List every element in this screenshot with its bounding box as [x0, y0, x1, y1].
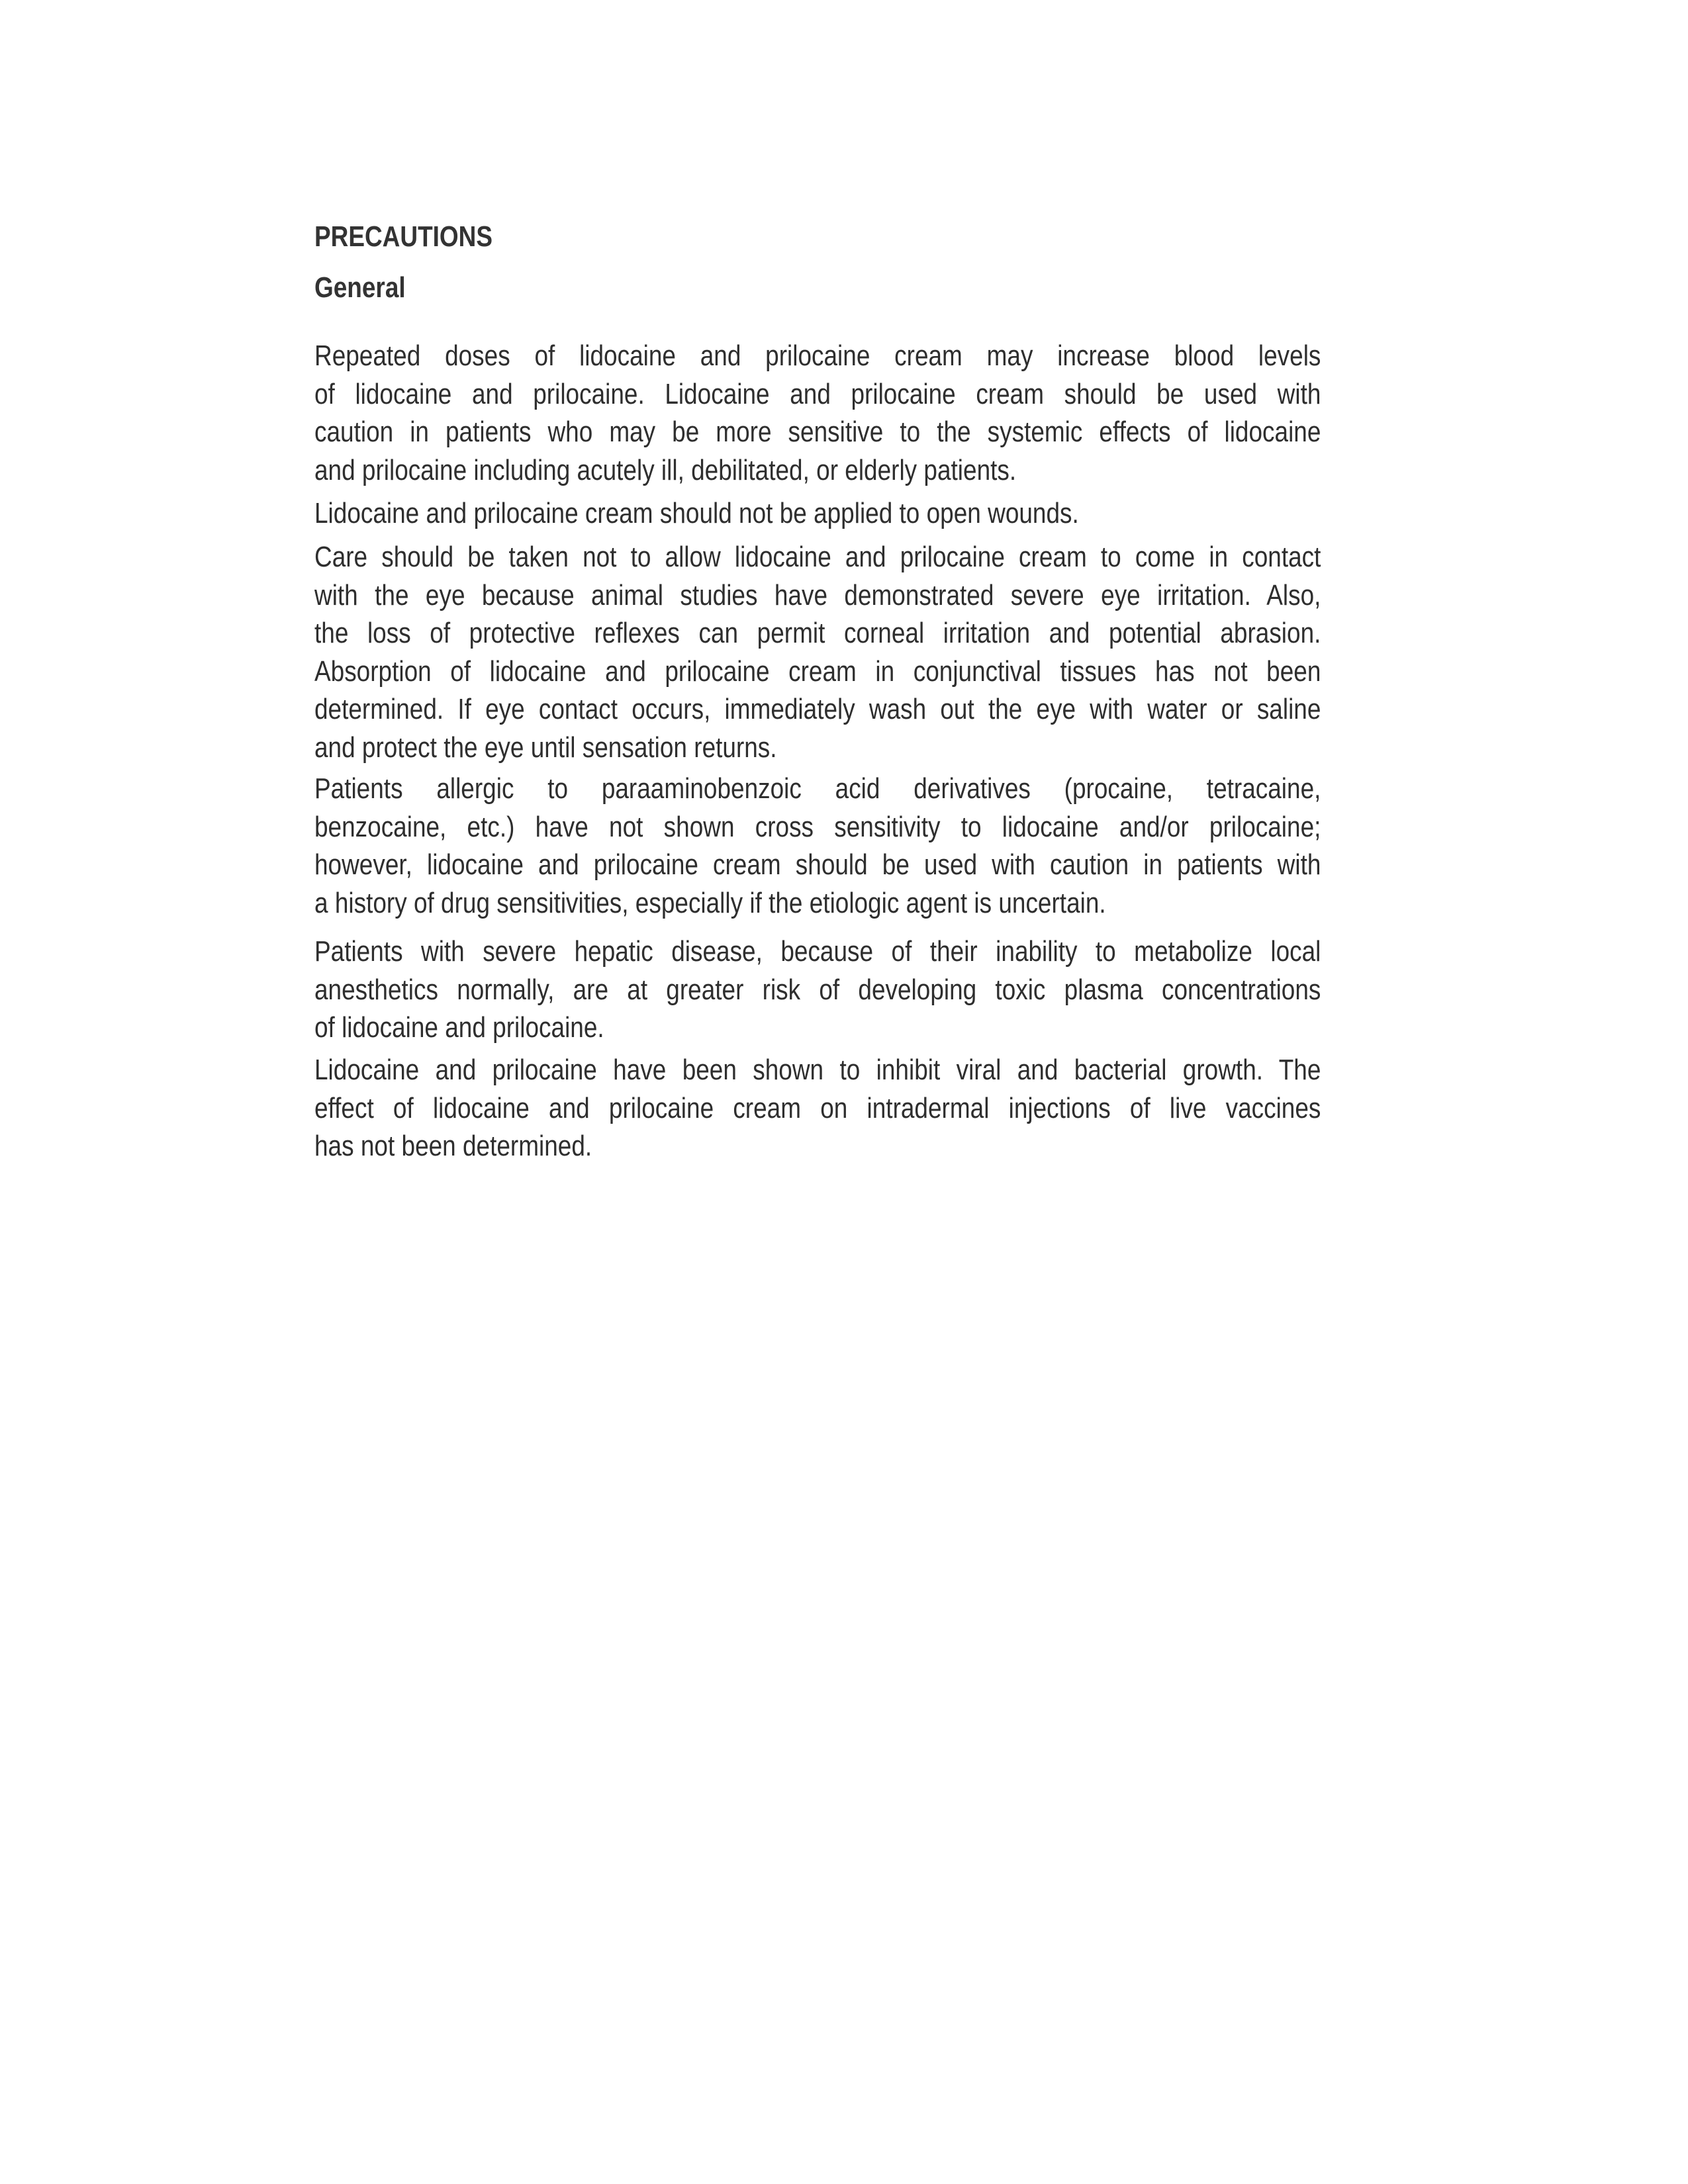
text-line: caution in patients who may be more sensitive to the systemic effects of lidocaine [314, 416, 1321, 448]
text-line: and protect the eye until sensation returns. [314, 731, 777, 764]
paragraph-repeated-doses [314, 337, 1321, 489]
text-line: Care should be taken not to allow lidocaine and prilocaine cream to come in contact [314, 541, 1321, 573]
paragraph-viral-growth [314, 1051, 1321, 1165]
text-line: determined. If eye contact occurs, immediately wash out the eye with water or saline [314, 693, 1321, 725]
text-line: effect of lidocaine and prilocaine cream on intradermal injections of live vaccines [314, 1091, 1321, 1124]
text-line: the loss of protective reflexes can permit corneal irritation and potential abrasion. [314, 617, 1321, 649]
text-line: has not been determined. [314, 1130, 592, 1162]
paragraph-eye-contact [314, 538, 1321, 766]
text-line: Patients with severe hepatic disease, because of their inability to metabolize local [314, 935, 1321, 968]
text-line: of lidocaine and prilocaine. [314, 1011, 604, 1044]
text-line: Absorption of lidocaine and prilocaine cream in conjunctival tissues has not been [314, 655, 1321, 688]
text-line: and prilocaine including acutely ill, debilitated, or elderly patients. [314, 453, 1017, 486]
text-line: Lidocaine and prilocaine have been shown to inhibit viral and bacterial growth. The [314, 1054, 1321, 1086]
paragraph-open-wounds [314, 494, 1321, 533]
paragraph-allergies [314, 770, 1321, 922]
text-line: Patients allergic to paraaminobenzoic acid derivatives (procaine, tetracaine, [314, 772, 1321, 805]
text-line: a history of drug sensitivities, especially if the etiologic agent is uncertain. [314, 886, 1106, 919]
text-line: anesthetics normally, are at greater risk of developing toxic plasma concentrations [314, 973, 1321, 1006]
text-line: Lidocaine and prilocaine cream should not be applied to open wounds. [314, 497, 1079, 529]
subsection-heading: General [314, 271, 406, 304]
text-line: benzocaine, etc.) have not shown cross sensitivity to lidocaine and/or prilocaine; [314, 810, 1321, 843]
section-heading: PRECAUTIONS [314, 220, 493, 253]
paragraph-hepatic-disease [314, 933, 1321, 1047]
text-line: however, lidocaine and prilocaine cream should be used with caution in patients with [314, 848, 1321, 881]
text-line: with the eye because animal studies have demonstrated severe eye irritation. Also, [314, 578, 1321, 612]
text-line: Repeated doses of lidocaine and prilocaine cream may increase blood levels [314, 340, 1321, 372]
text-line: of lidocaine and prilocaine. Lidocaine and prilocaine cream should be used with [314, 377, 1321, 410]
